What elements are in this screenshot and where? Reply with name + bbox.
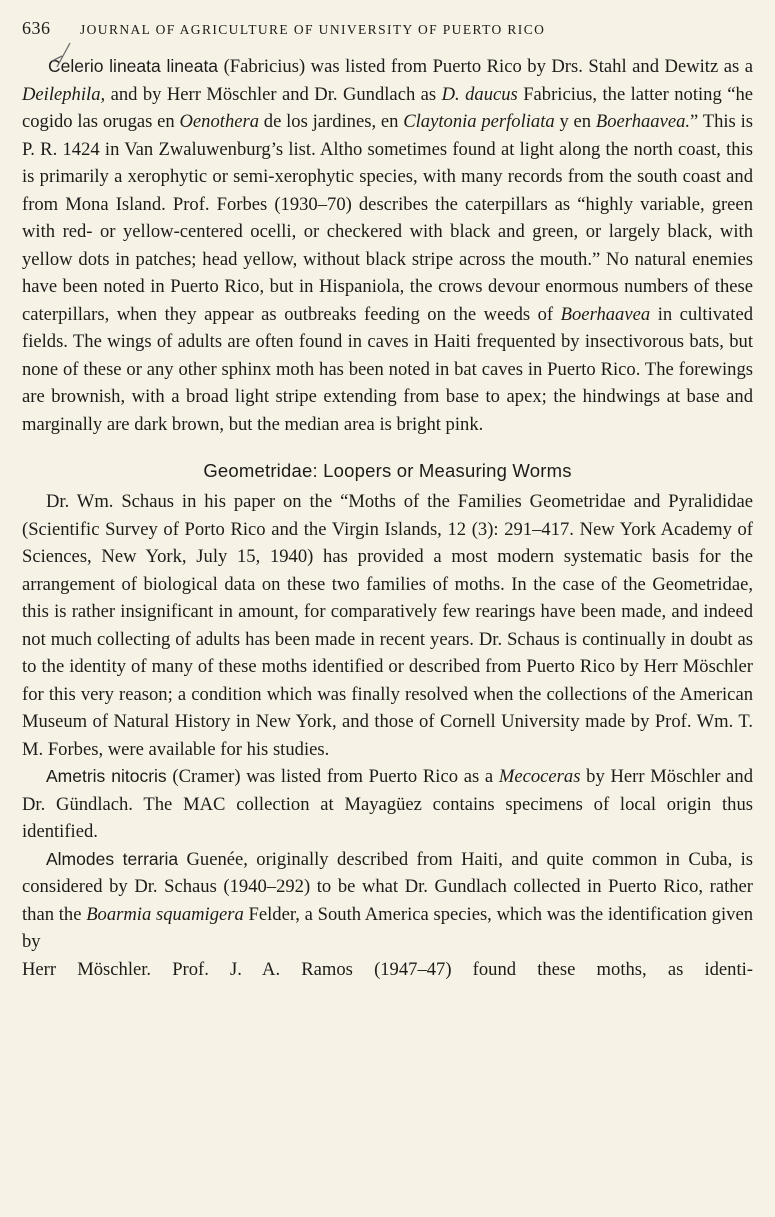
running-head xyxy=(22,18,753,39)
pencil-check-mark-icon xyxy=(22,41,52,71)
last-line: Herr Möschler. Prof. J. A. Ramos (1947–47) found these moths, as identi- xyxy=(22,958,753,980)
species-name: Almodes terraria xyxy=(46,848,179,869)
species-name: Ametris nitocris xyxy=(46,766,167,786)
section-heading: Geometridae: Loopers or Measuring Worms xyxy=(203,460,572,481)
species-name: Celerio lineata lineata xyxy=(48,56,219,76)
journal-title: JOURNAL OF AGRICULTURE OF UNIVERSITY OF PUERTO RICO xyxy=(80,22,546,37)
paragraph-ametris: Ametris nitocris (Cramer) was listed from Puerto Rico as a Mecoceras by Herr Möschler and Dr. Gündlach. The MAC collection at Mayagüez contains specimens of local origin thus identified. xyxy=(22,766,754,842)
paragraph-schaus: Dr. Wm. Schaus in his paper on the “Moths of the Families Geometridae and Pyralididae (Scientific Survey of Porto Rico and the Virgin Islands, 12 (3): 291–417. New York Academy of Sciences, New York, July 15, 1940) has provided a most modern systematic basis for the arrangement of biological data on these two families of moths. In the case of the Geometridae, this is rather insignificant in amount, for comparatively few rearings have been made, and indeed not much collecting of adults has been made in recent years. Dr. Schaus is continually in doubt as to the identity of many of these moths identified or described from Puerto Rico by Herr Möschler for this very reason; a condition which was finally resolved when the collections of the American Museum of Natural History in New York, and those of Cornell University made by Prof. Wm. T. M. Forbes, were available for his studies. xyxy=(22,491,753,760)
page-number: 636 xyxy=(22,18,51,38)
paragraph-almodes: Almodes terraria Guenée, originally described from Haiti, and quite common in Cuba, is considered by Dr. Schaus (1940–292) to be what Dr. Gundlach collected in Puerto Rico, rather than the Boarmia squamigera Felder, a South America species, which was the identification given by xyxy=(22,848,753,952)
paragraph-celerio: Celerio lineata lineata (Fabricius) was listed from Puerto Rico by Drs. Stahl and Dewitz as a Deilephila, and by Herr Möschler and Dr. Gundlach as D. daucus Fabricius, the latter noting “he cogido las orugas en Oenothera de los jardines, en Claytonia perfoliata y en Boerhaavea.” This is P. R. 1424 in Van Zwaluwenburg’s list. Altho sometimes found at light along the north coast, this is primarily a xerophytic or semi-xerophytic species, with many records from the south coast and from Mona Island. Prof. Forbes (1930–70) describes the caterpillars as “highly variable, green with red- or yellow-centered ocelli, or checkered with black and green, or largely black, with yellow dots in patches; head yellow, without black stripe across the mouth.” No natural enemies have been noted in Puerto Rico, but in Hispaniola, the crows devour enormous numbers of these caterpillars, when they appear as outbreaks feeding on the weeds of Boerhaavea in cultivated fields. The wings of adults are often found in caves in Haiti frequented by insectivorous bats, but none of these or any other sphinx moth has been noted in bat caves in Puerto Rico. The forewings are brownish, with a broad light stripe extending from base to apex; the hindwings at base and marginally are dark brown, but the median area is bright pink. xyxy=(22,53,753,438)
